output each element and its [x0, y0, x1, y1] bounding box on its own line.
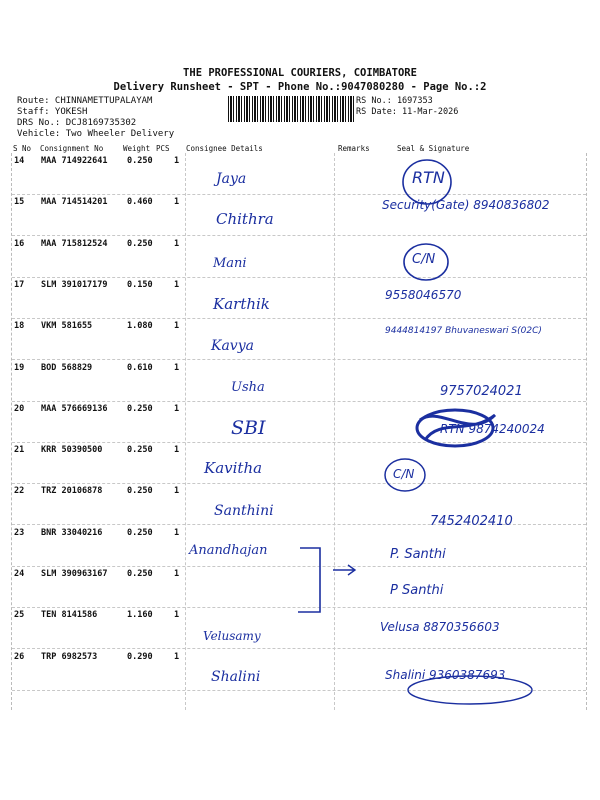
table-row [12, 442, 586, 484]
row-weight: 0.250 [127, 527, 153, 538]
row-pcs: 1 [174, 527, 180, 538]
row-consignment-no: MAA 714922641 [41, 156, 108, 166]
row-weight: 0.250 [127, 445, 153, 456]
row-sno: 21 [14, 445, 25, 456]
row-consignee-handwriting: Usha [231, 379, 265, 395]
row-sno: 24 [14, 569, 25, 579]
row-sno: 15 [14, 197, 25, 208]
table-row [12, 153, 586, 195]
sig-row-26: Shalini 9360387693 [385, 668, 506, 682]
sig-row-22: 7452402410 [430, 514, 513, 529]
table-row [12, 236, 586, 278]
row-consignment-no: SLM 391017179 [41, 279, 108, 290]
sig-row-18: 9444814197 Bhuvaneswari S(02C) [385, 326, 542, 336]
rs-number: RS No.: 1697353 [356, 96, 433, 106]
col-header-sno: S No [13, 144, 32, 153]
row-consignment-no: BOD 568829 [41, 362, 93, 373]
row-consignee-handwriting: Velusamy [203, 629, 261, 644]
col-header-consignment: Consignment No [40, 144, 104, 153]
row-consignment-no: MAA 715812524 [41, 238, 108, 249]
vehicle-label: Vehicle: Two Wheeler Delivery [17, 129, 175, 139]
row-sno: 22 [14, 486, 25, 497]
runsheet-subtitle: Delivery Runsheet - SPT - Phone No.:9047080280 - Page No.:2 [113, 81, 487, 93]
row-consignee-handwriting: Kavitha [204, 459, 263, 478]
row-sno: 25 [14, 610, 25, 621]
table-row [12, 318, 586, 360]
row-sno: 16 [14, 238, 25, 249]
row-consignee-handwriting: Santhini [214, 503, 274, 520]
row-consignment-no: VKM 581655 [41, 321, 93, 332]
row-pcs: 1 [174, 403, 180, 414]
row-consignment-no: TEN 8141586 [41, 610, 98, 621]
row-sno: 18 [14, 321, 25, 332]
table-row [12, 277, 586, 319]
sig-row-17: 9558046570 [385, 288, 462, 302]
row-weight: 0.150 [127, 279, 153, 290]
sig-row-23: P. Santhi [390, 547, 446, 562]
row-consignee-handwriting: Jaya [216, 171, 247, 187]
sig-row-25: Velusa 8870356603 [380, 620, 500, 634]
row-consignee-handwriting: Mani [213, 255, 247, 271]
sig-row-14: RTN [412, 168, 445, 187]
col-header-consignee: Consignee Details [186, 144, 263, 153]
row-consignment-no: MAA 576669136 [41, 403, 108, 414]
row-sno: 26 [14, 651, 25, 662]
row-consignment-no: BNR 33040216 [41, 527, 103, 538]
row-pcs: 1 [174, 362, 180, 373]
row-pcs: 1 [174, 238, 180, 249]
barcode [228, 96, 354, 122]
sig-row-19: 9757024021 [440, 384, 523, 399]
rs-date: RS Date: 11-Mar-2026 [356, 107, 459, 117]
col-header-remarks: Remarks [338, 144, 370, 153]
row-pcs: 1 [174, 486, 180, 497]
row-consignee-handwriting: Anandhajan [189, 542, 268, 558]
row-consignee-handwriting: Shalini [211, 668, 261, 685]
row-consignment-no: MAA 714514201 [41, 197, 108, 208]
row-weight: 0.290 [127, 651, 153, 662]
row-pcs: 1 [174, 651, 180, 662]
staff-label: Staff: YOKESH [17, 107, 88, 117]
row-sno: 19 [14, 362, 25, 373]
route-label: Route: CHINNAMETTUPALAYAM [17, 96, 153, 106]
row-weight: 1.080 [127, 321, 153, 332]
row-consignee-handwriting: Kavya [211, 338, 254, 355]
row-consignee-handwriting: SBI [231, 416, 266, 439]
row-weight: 0.460 [127, 197, 153, 208]
col-header-pcs: PCS [156, 144, 170, 153]
row-weight: 0.250 [127, 569, 153, 579]
row-weight: 0.250 [127, 156, 153, 166]
row-consignee-handwriting: Karthik [213, 294, 270, 313]
row-pcs: 1 [174, 197, 180, 208]
row-pcs: 1 [174, 321, 180, 332]
row-weight: 0.610 [127, 362, 153, 373]
sig-row-15: Security(Gate) 8940836802 [382, 198, 550, 212]
row-sno: 14 [14, 156, 25, 166]
row-consignment-no: TRP 6982573 [41, 651, 98, 662]
row-sno: 20 [14, 403, 25, 414]
row-pcs: 1 [174, 279, 180, 290]
company-title: THE PROFESSIONAL COURIERS, COIMBATORE [183, 67, 417, 79]
row-consignment-no: SLM 390963167 [41, 569, 108, 579]
col-header-weight: Weight [123, 144, 151, 153]
table-row [12, 525, 586, 567]
row-consignee-handwriting: Chithra [216, 210, 274, 229]
row-consignment-no: TRZ 20106878 [41, 486, 103, 497]
row-weight: 0.250 [127, 238, 153, 249]
drs-label: DRS No.: DCJ8169735302 [17, 118, 137, 128]
row-sno: 23 [14, 527, 25, 538]
row-sno: 17 [14, 279, 25, 290]
sig-row-24: P Santhi [390, 583, 444, 598]
row-pcs: 1 [174, 610, 180, 621]
row-pcs: 1 [174, 569, 180, 579]
row-consignment-no: KRR 50390500 [41, 445, 103, 456]
row-weight: 1.160 [127, 610, 153, 621]
table-row [12, 566, 586, 608]
sig-row-20: RTN 9874240024 [440, 422, 545, 436]
row-pcs: 1 [174, 156, 180, 166]
sig-row-21: C/N [393, 467, 415, 481]
row-weight: 0.250 [127, 486, 153, 497]
row-pcs: 1 [174, 445, 180, 456]
sig-row-16: C/N [412, 252, 436, 267]
row-weight: 0.250 [127, 403, 153, 414]
col-header-seal: Seal & Signature [397, 144, 470, 153]
